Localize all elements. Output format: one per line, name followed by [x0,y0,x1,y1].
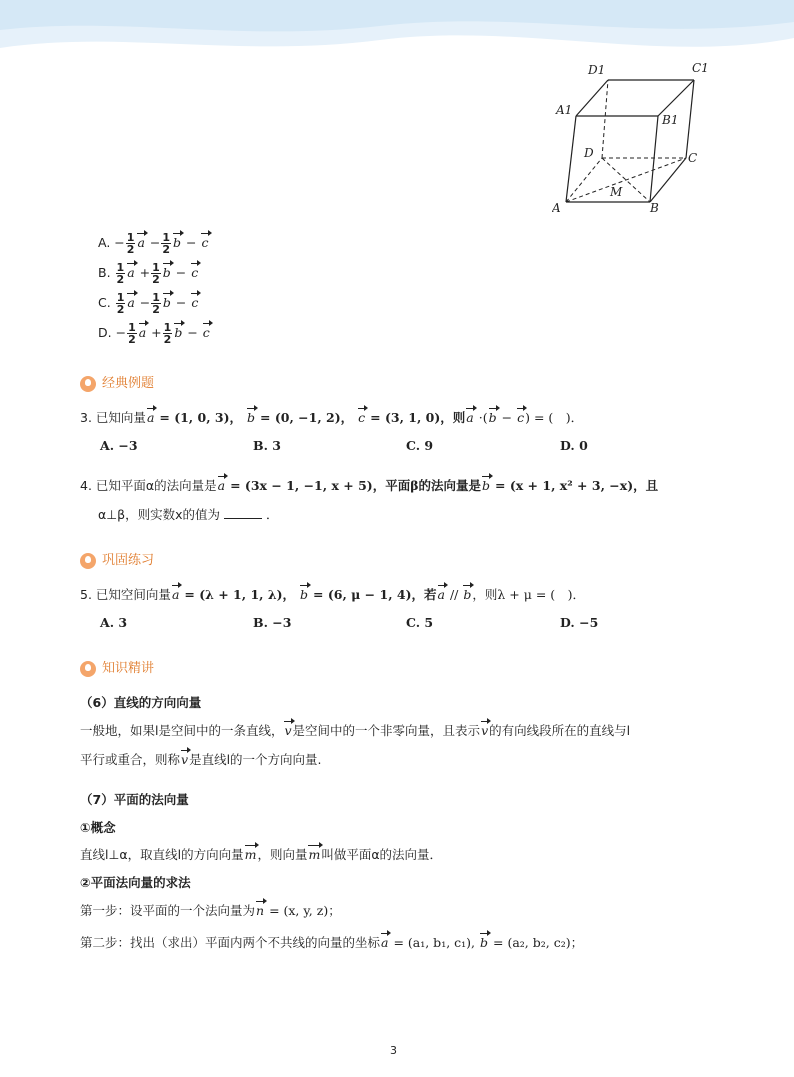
option-2C: C. $\frac{1}{2}$ a − $\frac{1}{2}$ b − c [98,291,199,316]
question-3: 3. 已知向量a = (1, 0, 3)， b = (0, −1, 2)， c = (3, 1, 0)，则a ·(b − c) = ( )． [80,410,584,425]
page-number: 3 [390,1044,397,1057]
k7-heading: （7）平面的法向量 [80,792,189,807]
q5-option-c: C. 5 [406,615,434,630]
label-M: M [610,185,623,199]
q5-option-a: A. 3 [100,615,128,630]
k6-heading: （6）直线的方向向量 [80,695,202,710]
k7-step1: 第一步：设平面的一个法向量为n = (x, y, z)； [80,903,341,918]
k7-concept-title: ①概念 [80,820,116,835]
option-2B: B. $\frac{1}{2}$ a + $\frac{1}{2}$ b − c [98,261,199,286]
k6-paragraph-line2: 平行或重合，则称v是直线l的一个方向向量. [80,752,322,767]
section-knowledge: 知识精讲 [80,657,154,677]
section-examples: 经典例题 [80,372,154,392]
section-practice: 巩固练习 [80,549,154,569]
label-B1: B1 [662,113,679,127]
label-B: B [650,201,659,215]
label-A: A [552,201,561,215]
option-2A: A. − $\frac{1}{2}$ a − $\frac{1}{2}$ b − c [98,231,209,256]
q3-option-b: B. 3 [253,438,281,453]
label-C1: C1 [692,61,709,75]
q3-option-c: C. 9 [406,438,434,453]
q5-option-b: B. −3 [253,615,292,630]
question-4: 4. 已知平面α的法向量是a = (3x − 1, −1, x + 5)，平面β的法向量是b = (x + 1, x² + 3, −x)，且 [80,478,659,493]
question-5: 5. 已知空间向量a = (λ + 1, 1, λ)， b = (6, μ − 1, 4)，若a // b，则λ + μ = ( )． [80,587,586,602]
lightbulb-icon [80,376,96,392]
q3-option-a: A. −3 [100,438,138,453]
label-C: C [688,151,698,165]
label-A1: A1 [556,103,573,117]
q5-option-d: D. −5 [560,615,599,630]
k7-method-title: ②平面法向量的求法 [80,875,191,890]
k6-paragraph-line1: 一般地，如果l是空间中的一条直线，v是空间中的一个非零向量，且表示v的有向线段所在的直线与l [80,723,631,738]
q3-option-d: D. 0 [560,438,588,453]
label-D: D [584,146,594,160]
k7-concept-text: 直线l⊥α，取直线l的方向向量m，则向量m叫做平面α的法向量． [80,847,443,862]
label-D1: D1 [588,63,606,77]
option-2D: D. − $\frac{1}{2}$ a + $\frac{1}{2}$ b − c [98,321,210,346]
question-4-line2: α⊥β，则实数x的值为 ． [98,507,279,522]
answer-blank[interactable] [224,508,262,519]
lightbulb-icon [80,661,96,677]
lightbulb-icon [80,553,96,569]
parallelepiped-figure [552,58,712,220]
k7-step2: 第二步：找出（求出）平面内两个不共线的向量的坐标a = (a₁, b₁, c₁), b = (a₂, b₂, c₂)； [80,935,584,950]
